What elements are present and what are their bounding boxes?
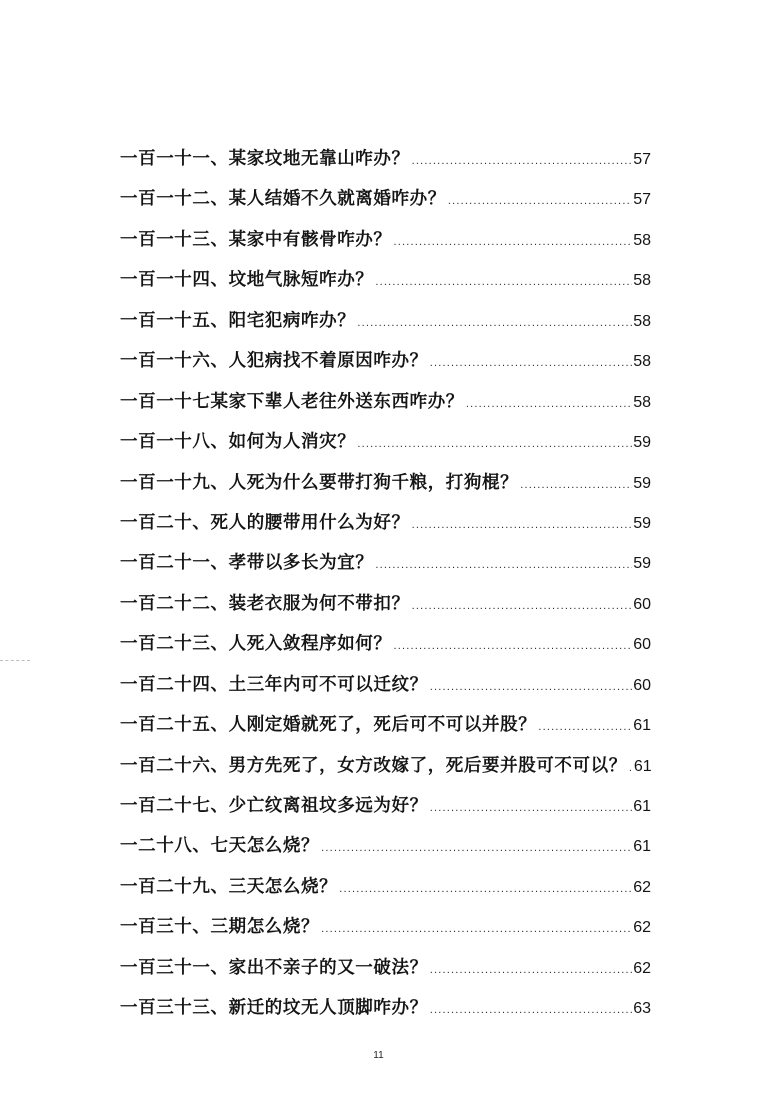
toc-dot-leader xyxy=(518,465,632,505)
toc-entry-title: 一百一十四、坟地气脉短咋办？ xyxy=(120,270,374,291)
toc-entry-page-number: 59 xyxy=(633,434,651,452)
toc-entry[interactable] xyxy=(120,786,651,826)
toc-entry-title: 一百一十一、某家坟地无靠山咋办？ xyxy=(120,149,410,169)
toc-entry-page-number: 58 xyxy=(633,272,651,290)
toc-entry[interactable] xyxy=(120,301,651,341)
toc-entry[interactable] xyxy=(120,260,651,300)
toc-entry-page-number: 62 xyxy=(633,919,651,937)
table-of-contents xyxy=(120,139,651,1029)
toc-dot-leader xyxy=(428,343,633,383)
toc-entry[interactable] xyxy=(120,382,651,422)
toc-entry[interactable] xyxy=(120,948,651,988)
toc-dot-leader xyxy=(392,222,633,262)
toc-dot-leader xyxy=(428,788,633,828)
toc-entry[interactable] xyxy=(120,826,651,866)
toc-entry[interactable] xyxy=(120,422,651,462)
toc-entry-page-number: 62 xyxy=(633,878,651,896)
toc-entry[interactable] xyxy=(120,584,651,624)
toc-entry-page-number: 60 xyxy=(633,595,651,613)
toc-entry-title: 一百一十九、人死为什么要带打狗千粮，打狗棍？ xyxy=(120,472,519,493)
scan-edge-mark xyxy=(0,660,30,661)
toc-dot-leader xyxy=(410,586,633,626)
toc-entry-page-number: 60 xyxy=(633,636,651,654)
toc-entry-page-number: 59 xyxy=(633,514,651,532)
toc-dot-leader xyxy=(428,950,633,990)
toc-entry[interactable] xyxy=(120,179,651,219)
toc-entry-title: 一二十八、七天怎么烧？ xyxy=(120,836,320,857)
toc-dot-leader xyxy=(410,505,633,545)
toc-entry-page-number: 63 xyxy=(633,1000,651,1018)
toc-dot-leader xyxy=(355,303,632,343)
toc-dot-leader xyxy=(428,667,633,707)
toc-dot-leader xyxy=(319,828,632,868)
toc-dot-leader xyxy=(410,141,633,181)
toc-entry[interactable] xyxy=(120,705,651,745)
toc-entry[interactable] xyxy=(120,341,651,381)
toc-dot-leader xyxy=(428,990,633,1030)
toc-entry-page-number: 58 xyxy=(633,353,651,371)
toc-entry-page-number: 61 xyxy=(633,798,651,815)
toc-entry-title: 一百三十、三期怎么烧？ xyxy=(120,917,320,938)
page-number: 11 xyxy=(373,1050,384,1061)
toc-entry[interactable] xyxy=(120,746,651,786)
toc-entry-title: 一百一十五、阳宅犯病咋办？ xyxy=(120,310,356,331)
toc-entry-title: 一百一十二、某人结婚不久就离婚咋办？ xyxy=(120,189,446,210)
toc-entry[interactable] xyxy=(120,220,651,260)
toc-dot-leader xyxy=(373,262,632,302)
toc-entry-title: 一百二十五、人刚定婚就死了，死后可不可以并股？ xyxy=(120,715,537,736)
toc-entry-title: 一百二十一、孝带以多长为宜？ xyxy=(120,553,374,574)
toc-entry-page-number: 57 xyxy=(633,191,651,209)
toc-entry-page-number: 61 xyxy=(633,838,651,856)
toc-dot-leader xyxy=(536,707,632,747)
toc-entry-title: 一百二十六、男方先死了，女方改嫁了，死后要并股可不可以？ xyxy=(120,755,627,776)
toc-entry-title: 一百二十四、土三年内可不可以迁纹？ xyxy=(120,674,428,695)
toc-entry-title: 一百二十七、少亡纹离祖坟多远为好？ xyxy=(120,796,428,816)
toc-entry-title: 一百二十、死人的腰带用什么为好？ xyxy=(120,512,410,533)
toc-dot-leader xyxy=(337,869,632,909)
toc-entry-title: 一百三十三、新迁的坟无人顶脚咋办？ xyxy=(120,998,428,1019)
toc-entry-page-number: 58 xyxy=(633,231,651,249)
toc-entry-title: 一百二十二、装老衣服为何不带扣？ xyxy=(120,593,410,614)
toc-dot-leader xyxy=(392,626,633,666)
toc-entry[interactable] xyxy=(120,139,651,179)
toc-dot-leader xyxy=(373,545,632,585)
toc-entry[interactable] xyxy=(120,503,651,543)
toc-entry-page-number: 57 xyxy=(633,151,651,168)
toc-dot-leader xyxy=(446,181,632,221)
toc-dot-leader xyxy=(319,909,632,949)
toc-entry-title: 一百一十八、如何为人消灾？ xyxy=(120,432,356,453)
toc-entry[interactable] xyxy=(120,665,651,705)
toc-entry-title: 一百一十七某家下辈人老往外送东西咋办？ xyxy=(120,391,464,412)
toc-entry[interactable] xyxy=(120,624,651,664)
toc-entry-title: 一百一十六、人犯病找不着原因咋办？ xyxy=(120,351,428,372)
toc-entry-page-number: 61 xyxy=(633,757,652,775)
toc-entry-title: 一百二十三、人死入敛程序如何？ xyxy=(120,634,392,655)
toc-entry-page-number: 58 xyxy=(633,393,651,411)
toc-entry-page-number: 61 xyxy=(633,717,651,735)
toc-dot-leader xyxy=(355,424,632,464)
toc-entry-page-number: 60 xyxy=(633,676,651,694)
toc-entry-page-number: 58 xyxy=(633,312,651,330)
toc-entry-page-number: 62 xyxy=(633,959,651,977)
toc-entry[interactable] xyxy=(120,867,651,907)
toc-entry-page-number: 59 xyxy=(633,474,651,492)
toc-entry[interactable] xyxy=(120,988,651,1028)
toc-entry-title: 一百一十三、某家中有骸骨咋办？ xyxy=(120,229,392,250)
toc-entry-title: 一百三十一、家出不亲子的又一破法？ xyxy=(120,957,428,978)
toc-entry-title: 一百二十九、三天怎么烧？ xyxy=(120,876,338,897)
toc-entry[interactable] xyxy=(120,543,651,583)
toc-entry[interactable] xyxy=(120,907,651,947)
toc-dot-leader xyxy=(464,384,632,424)
toc-entry[interactable] xyxy=(120,463,651,503)
toc-entry-page-number: 59 xyxy=(633,555,651,573)
